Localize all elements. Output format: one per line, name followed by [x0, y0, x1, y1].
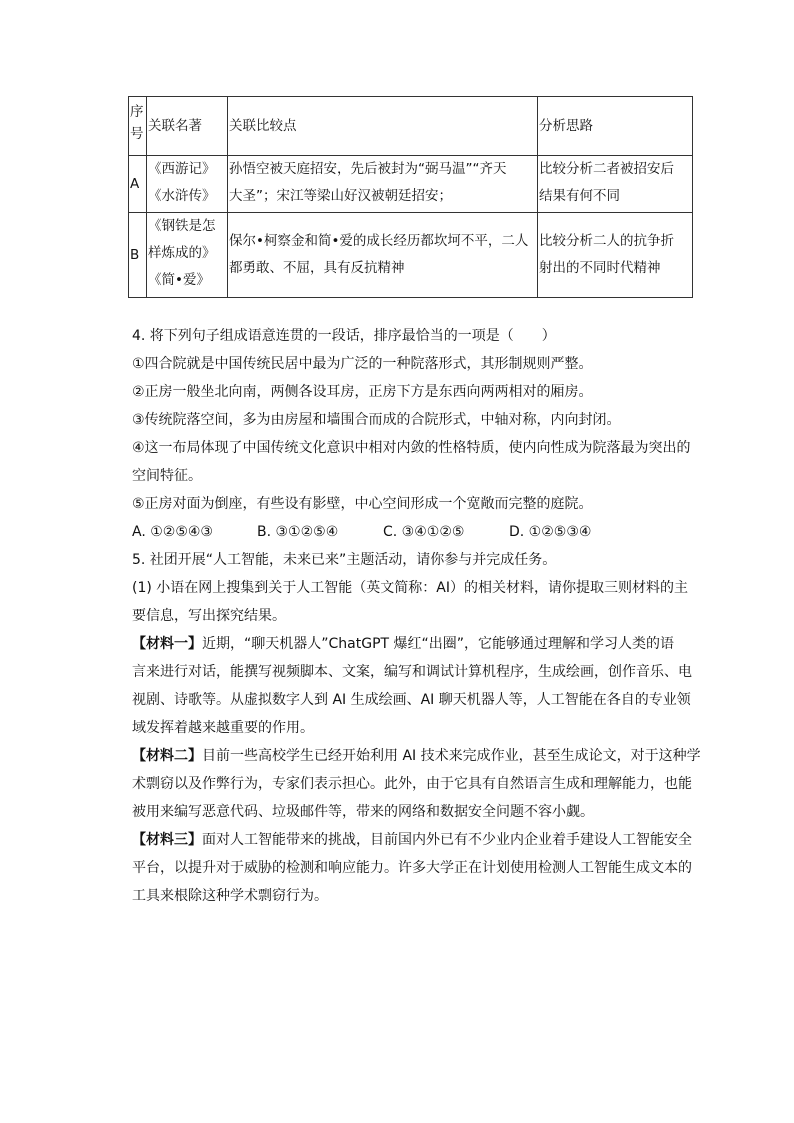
header-analysis: 分析思路 [538, 97, 693, 156]
comparison-line: 孙悟空被天庭招安，先后被封为“弼马温”“齐天 [229, 161, 507, 177]
subquestion-1-cont: 要信息，写出探究结果。 [132, 608, 286, 624]
question-5 [132, 546, 701, 910]
table-row [129, 156, 693, 213]
material-3-tag: 【材料三】 [132, 832, 202, 848]
material-3-line: 工具来根除这种学术剽窃行为。 [132, 888, 328, 904]
sentence-3: ③传统院落空间，多为由房屋和墙围合而成的合院形式，中轴对称，内向封闭。 [132, 412, 621, 428]
row-id: B [129, 213, 147, 298]
subquestion-1: (1) 小语在网上搜集到关于人工智能（英文简称：AI）的相关材料，请你提取三则材料的主 [132, 580, 688, 596]
sentence-4: ④这一布局体现了中国传统文化意识中相对内敛的性格特质，使内向性成为院落最为突出的 [132, 440, 691, 456]
material-2-line: 术剽窃以及作弊行为，专家们表示担心。此外，由于它具有自然语言生成和理解能力，也能 [132, 776, 692, 792]
row-analysis [538, 156, 693, 213]
work-title: 《西游记》 [148, 161, 216, 177]
option-d[interactable]: D. ①②⑤③④ [509, 524, 592, 540]
header-index: 序号 [129, 97, 147, 156]
header-comparison: 关联比较点 [228, 97, 538, 156]
material-3-text: 面对人工智能带来的挑战，目前国内外已有不少业内企业着手建设人工智能安全 [202, 832, 692, 848]
material-2-text: 目前一些高校学生已经开始利用 AI 技术来完成作业，甚至生成论文，对于这种学 [202, 748, 701, 764]
table-header-row [129, 97, 693, 156]
material-1-text: 近期，“聊天机器人”ChatGPT 爆红“出圈”，它能够通过理解和学习人类的语 [202, 636, 675, 652]
comparison-line: 大圣”；宋江等梁山好汉被朝廷招安； [229, 188, 452, 204]
comparison-line: 都勇敢、不屈，具有反抗精神 [229, 260, 405, 276]
material-2 [132, 742, 701, 770]
material-3 [132, 826, 692, 854]
row-works [147, 213, 228, 298]
row-works [147, 156, 228, 213]
option-a[interactable]: A. ①②⑤④③ [132, 524, 213, 540]
analysis-line: 比较分析二者被招安后 [539, 161, 674, 177]
material-1-line: 域发挥着越来越重要的作用。 [132, 720, 314, 736]
material-2-line: 被用来编写恶意代码、垃圾邮件等，带来的网络和数据安全问题不容小觑。 [132, 804, 594, 820]
question-stem: 4. 将下列句子组成语意连贯的一段话，排序最恰当的一项是（ ） [132, 328, 556, 344]
question-4 [132, 322, 692, 546]
row-analysis [538, 213, 693, 298]
question-stem: 5. 社团开展“人工智能，未来已来”主题活动，请你参与并完成任务。 [132, 552, 557, 568]
material-1-tag: 【材料一】 [132, 636, 202, 652]
row-comparison [228, 213, 538, 298]
material-3-line: 平台，以提升对于威胁的检测和响应能力。许多大学正在计划使用检测人工智能生成文本的 [132, 860, 692, 876]
header-works: 关联名著 [147, 97, 228, 156]
sentence-5: ⑤正房对面为倒座，有些设有影壁，中心空间形成一个宽敞而完整的庭院。 [132, 496, 593, 512]
work-title: 《简•爱》 [148, 272, 210, 288]
analysis-line: 射出的不同时代精神 [539, 260, 661, 276]
comparison-table [128, 96, 693, 298]
comparison-line: 保尔•柯察金和简•爱的成长经历都坎坷不平，二人 [229, 233, 529, 249]
sentence-2: ②正房一般坐北向南，两侧各设耳房，正房下方是东西向两两相对的厢房。 [132, 384, 593, 400]
table-row [129, 213, 693, 298]
analysis-line: 比较分析二人的抗争折 [539, 233, 674, 249]
sentence-1: ①四合院就是中国传统民居中最为广泛的一种院落形式，其形制规则严整。 [132, 356, 593, 372]
answer-options [132, 518, 692, 546]
work-title: 《水浒传》 [148, 188, 216, 204]
option-c[interactable]: C. ③④①②⑤ [383, 524, 465, 540]
material-1-line: 视剧、诗歌等。从虚拟数字人到 AI 生成绘画、AI 聊天机器人等，人工智能在各自的专业领 [132, 692, 691, 708]
row-id: A [129, 156, 147, 213]
material-1 [132, 630, 692, 658]
analysis-line: 结果有何不同 [539, 188, 620, 204]
row-comparison [228, 156, 538, 213]
material-2-tag: 【材料二】 [132, 748, 202, 764]
option-b[interactable]: B. ③①②⑤④ [257, 524, 339, 540]
sentence-4-cont: 空间特征。 [132, 468, 202, 484]
material-1-line: 言来进行对话，能撰写视频脚本、文案，编写和调试计算机程序，生成绘画，创作音乐、电 [132, 664, 692, 680]
work-title: 《钢铁是怎 [148, 218, 216, 234]
work-title: 样炼成的》 [148, 245, 216, 261]
